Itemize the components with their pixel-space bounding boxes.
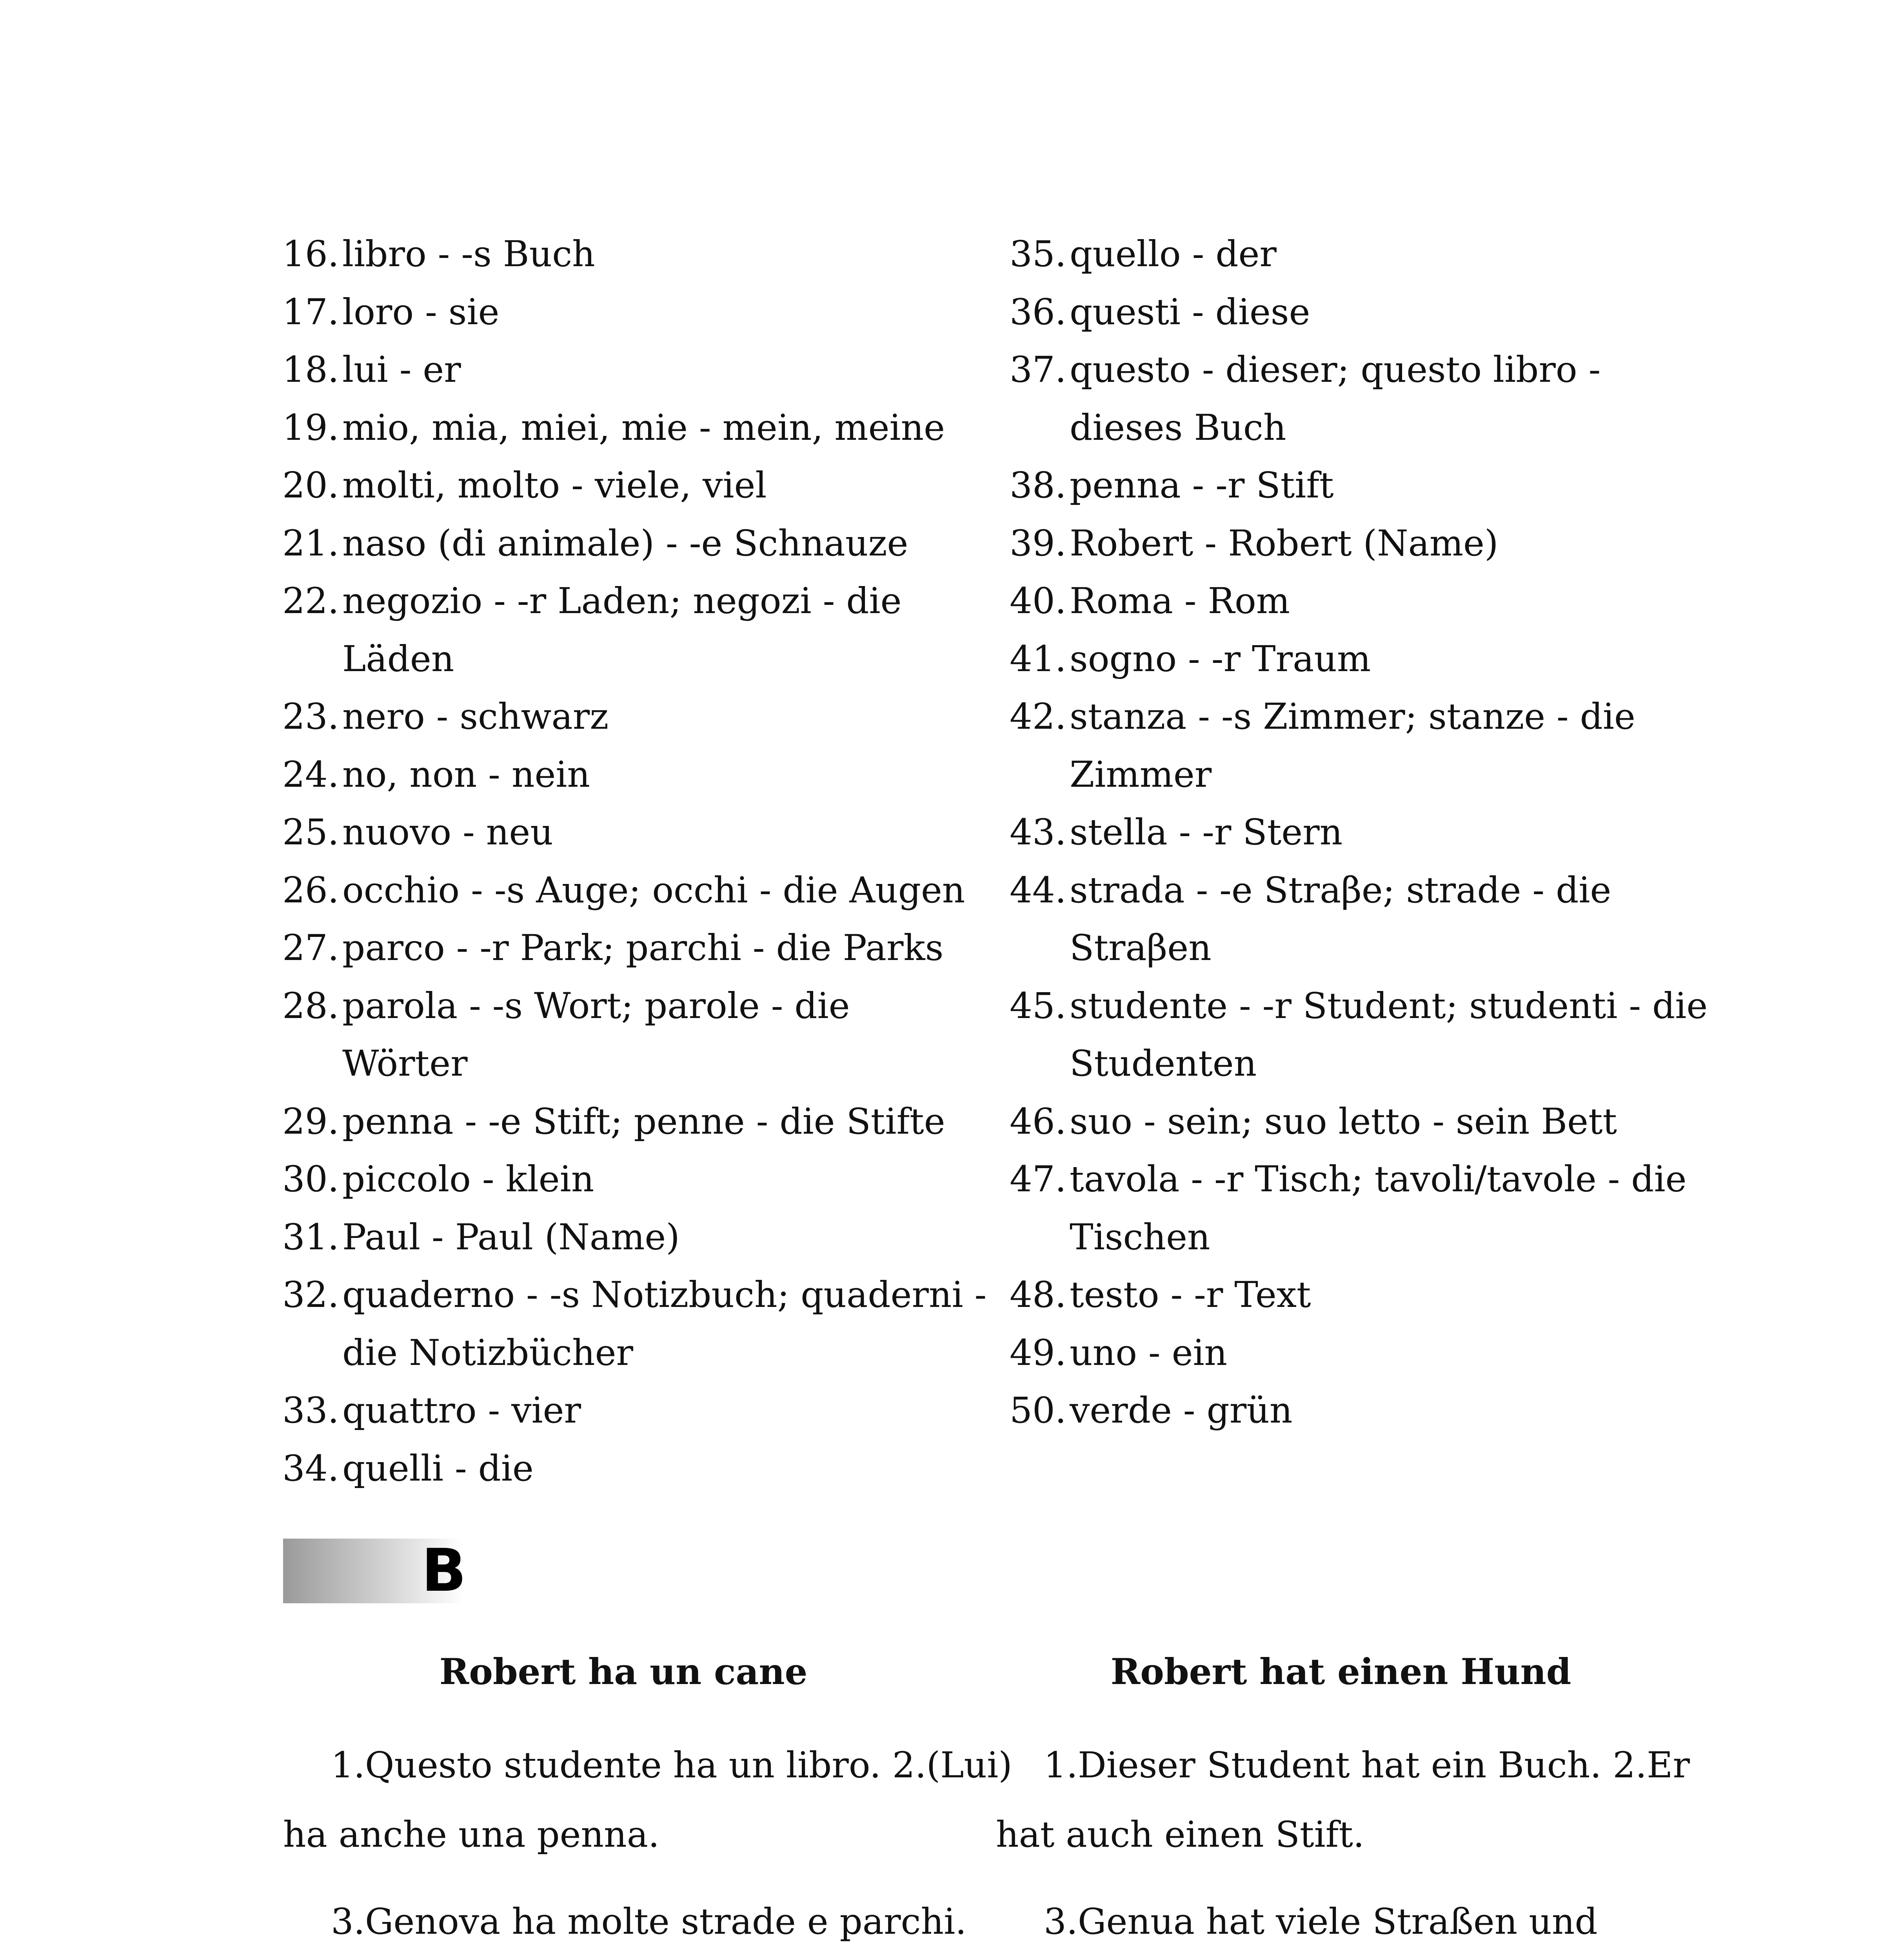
vocab-item	[282, 919, 972, 977]
story-line: 3.Genua hat viele Straßen und	[1044, 1901, 1598, 1942]
vocab-item	[1010, 1382, 1684, 1440]
vocab-entry	[1070, 515, 1499, 573]
vocab-line: testo - -r Text	[1070, 1274, 1311, 1316]
story-paragraph	[283, 1887, 989, 1960]
vocab-item	[282, 862, 972, 920]
vocab-item	[282, 804, 972, 862]
vocab-line: parola - -s Wort; parole - die	[342, 985, 850, 1027]
vocab-entry	[342, 457, 767, 515]
vocab-line: nuovo - neu	[342, 812, 553, 853]
vocab-line: penna - -e Stift; penne - die Stifte	[342, 1101, 945, 1142]
vocab-line: Straβen	[1070, 927, 1212, 969]
vocab-entry	[342, 341, 461, 399]
vocab-number: 28.	[282, 985, 339, 1027]
vocab-entry	[1070, 283, 1310, 341]
vocab-line: Roma - Rom	[1070, 581, 1290, 622]
story-paragraph	[996, 1731, 1702, 1869]
vocab-number: 24.	[282, 754, 339, 795]
vocab-number: 44.	[1010, 869, 1066, 911]
vocab-item	[1010, 515, 1684, 573]
vocab-number: 34.	[282, 1448, 339, 1489]
vocab-entry	[1070, 1093, 1617, 1151]
vocab-item	[282, 1382, 972, 1440]
vocab-item	[1010, 688, 1684, 804]
vocab-line: Paul - Paul (Name)	[342, 1216, 680, 1258]
vocab-entry	[1070, 225, 1277, 283]
vocab-entry	[1070, 862, 1611, 977]
vocab-line: Robert - Robert (Name)	[1070, 523, 1499, 564]
vocab-item	[1010, 1266, 1684, 1324]
vocab-line: verde - grün	[1070, 1390, 1293, 1431]
story-paragraph	[996, 1887, 1702, 1960]
vocab-line: tavola - -r Tisch; tavoli/tavole - die	[1070, 1159, 1687, 1200]
vocab-line: no, non - nein	[342, 754, 590, 795]
vocab-item	[1010, 804, 1684, 862]
vocab-item	[1010, 572, 1684, 630]
vocab-entry	[342, 515, 908, 573]
vocab-line: quelli - die	[342, 1448, 534, 1489]
vocab-item	[282, 1266, 987, 1382]
vocab-item	[282, 1209, 972, 1267]
vocab-line: naso (di animale) - -e Schnauze	[342, 523, 908, 564]
vocab-line: stella - -r Stern	[1070, 812, 1343, 853]
vocab-line: strada - -e Straβe; strade - die	[1070, 869, 1611, 911]
vocab-line: dieses Buch	[1070, 407, 1286, 448]
vocab-line: libro - -s Buch	[342, 234, 595, 275]
vocab-line: penna - -r Stift	[1070, 465, 1334, 506]
vocab-line: Läden	[342, 638, 454, 680]
vocab-line: Tischen	[1070, 1216, 1210, 1258]
vocab-entry	[342, 1151, 594, 1209]
vocab-line: uno - ein	[1070, 1332, 1228, 1374]
vocab-number: 35.	[1010, 234, 1066, 275]
vocab-number: 39.	[1010, 523, 1066, 564]
vocab-number: 18.	[282, 349, 339, 390]
vocab-line: Wörter	[342, 1043, 468, 1084]
vocab-number: 16.	[282, 234, 339, 275]
vocab-entry	[1070, 1324, 1227, 1382]
vocab-number: 50.	[1010, 1390, 1066, 1431]
vocab-number: 40.	[1010, 581, 1066, 622]
vocab-entry	[342, 1209, 680, 1267]
vocab-number: 30.	[282, 1159, 339, 1200]
vocab-number: 29.	[282, 1101, 339, 1142]
vocab-entry	[342, 225, 595, 283]
vocab-entry	[1070, 457, 1334, 515]
vocab-entry	[1070, 977, 1708, 1093]
vocab-line: mio, mia, miei, mie - mein, meine	[342, 407, 945, 448]
vocabulary-list-left	[282, 225, 987, 1497]
vocab-line: quattro - vier	[342, 1390, 581, 1431]
vocab-line: questi - diese	[1070, 291, 1310, 333]
vocab-item	[282, 283, 972, 341]
vocab-entry	[342, 572, 901, 688]
vocab-number: 22.	[282, 581, 339, 622]
vocab-entry	[342, 688, 609, 746]
vocab-number: 19.	[282, 407, 339, 448]
vocab-line: piccolo - klein	[342, 1159, 594, 1200]
vocab-item	[1010, 1151, 1687, 1266]
vocab-number: 32.	[282, 1274, 339, 1316]
vocab-line: Zimmer	[1070, 754, 1212, 795]
vocabulary-list-right	[1010, 225, 1708, 1440]
vocab-item	[282, 225, 972, 283]
vocab-item	[282, 457, 972, 515]
vocab-number: 43.	[1010, 812, 1066, 853]
vocab-number: 23.	[282, 696, 339, 737]
story-line: hat auch einen Stift.	[996, 1814, 1364, 1855]
vocab-item	[282, 746, 972, 804]
vocab-item	[1010, 862, 1684, 977]
vocab-item	[282, 1093, 972, 1151]
vocab-line: Studenten	[1070, 1043, 1257, 1084]
vocab-line: negozio - -r Laden; negozi - die	[342, 581, 902, 622]
vocab-line: die Notizbücher	[342, 1332, 633, 1374]
story-text-italian	[283, 1731, 1012, 1960]
vocab-line: occhio - -s Auge; occhi - die Augen	[342, 869, 965, 911]
vocab-entry	[1070, 1382, 1292, 1440]
vocab-item	[1010, 457, 1684, 515]
vocab-line: questo - dieser; questo libro -	[1070, 349, 1601, 390]
story-line: 1.Dieser Student hat ein Buch. 2.Er	[1044, 1745, 1690, 1786]
vocab-item	[282, 977, 972, 1093]
vocab-item	[282, 515, 972, 573]
vocab-entry	[1070, 1266, 1311, 1324]
vocab-item	[282, 572, 972, 688]
vocab-entry	[342, 1093, 945, 1151]
vocab-line: loro - sie	[342, 291, 500, 333]
vocab-entry	[1070, 1151, 1686, 1266]
vocab-entry	[342, 1382, 581, 1440]
vocab-number: 26.	[282, 869, 339, 911]
vocab-number: 46.	[1010, 1101, 1066, 1142]
vocab-number: 27.	[282, 927, 339, 969]
vocab-number: 21.	[282, 523, 339, 564]
vocab-number: 25.	[282, 812, 339, 853]
vocab-item	[282, 341, 972, 399]
vocab-item	[1010, 283, 1684, 341]
vocab-entry	[1070, 630, 1371, 688]
story-line	[996, 1956, 1702, 1960]
vocab-entry	[342, 746, 590, 804]
vocab-line: quaderno - -s Notizbuch; quaderni -	[342, 1274, 987, 1316]
story-title-german: Robert hat einen Hund	[1110, 1651, 1571, 1693]
vocab-number: 45.	[1010, 985, 1066, 1027]
vocab-number: 33.	[282, 1390, 339, 1431]
vocab-entry	[342, 977, 850, 1093]
vocab-number: 36.	[1010, 291, 1066, 333]
vocab-entry	[342, 1440, 534, 1498]
vocab-entry	[342, 283, 499, 341]
vocab-number: 31.	[282, 1216, 339, 1258]
story-title-italian: Robert ha un cane	[439, 1651, 808, 1693]
vocab-entry	[1070, 341, 1600, 457]
vocab-line: studente - -r Student; studenti - die	[1070, 985, 1708, 1027]
vocab-item	[1010, 1324, 1684, 1382]
vocab-number: 49.	[1010, 1332, 1066, 1374]
vocab-entry	[1070, 804, 1342, 862]
vocab-item	[1010, 630, 1684, 688]
vocab-item	[282, 399, 972, 457]
vocab-number: 20.	[282, 465, 339, 506]
vocab-item	[1010, 1093, 1684, 1151]
section-letter: B	[421, 1537, 467, 1605]
story-line: 3.Genova ha molte strade e parchi.	[331, 1901, 967, 1942]
vocab-entry	[342, 804, 553, 862]
vocab-entry	[1070, 688, 1635, 804]
vocab-item	[1010, 341, 1684, 457]
vocab-item	[282, 688, 972, 746]
vocab-item	[1010, 225, 1684, 283]
vocab-entry	[1070, 572, 1290, 630]
story-line: 1.Questo studente ha un libro. 2.(Lui)	[331, 1745, 1012, 1786]
story-line: ha anche una penna.	[283, 1814, 659, 1855]
story-text-german	[996, 1731, 1702, 1960]
vocab-number: 48.	[1010, 1274, 1066, 1316]
vocab-entry	[342, 399, 945, 457]
vocab-number: 47.	[1010, 1159, 1066, 1200]
vocab-line: lui - er	[342, 349, 461, 390]
vocab-number: 41.	[1010, 638, 1066, 680]
vocab-line: nero - schwarz	[342, 696, 609, 737]
vocab-number: 38.	[1010, 465, 1066, 506]
vocab-entry	[342, 919, 943, 977]
vocab-item	[282, 1151, 972, 1209]
vocab-line: stanza - -s Zimmer; stanze - die	[1070, 696, 1635, 737]
vocab-line: quello - der	[1070, 234, 1277, 275]
vocab-item	[282, 1440, 972, 1498]
vocab-entry	[342, 1266, 986, 1382]
vocab-entry	[342, 862, 965, 920]
vocab-line: sogno - -r Traum	[1070, 638, 1371, 680]
vocab-number: 17.	[282, 291, 339, 333]
story-line	[283, 1956, 989, 1960]
vocab-line: suo - sein; suo letto - sein Bett	[1070, 1101, 1617, 1142]
vocab-line: parco - -r Park; parchi - die Parks	[342, 927, 944, 969]
vocab-item	[1010, 977, 1708, 1093]
vocab-number: 37.	[1010, 349, 1066, 390]
vocab-number: 42.	[1010, 696, 1066, 737]
vocab-line: molti, molto - viele, viel	[342, 465, 767, 506]
story-paragraph	[283, 1731, 1012, 1869]
